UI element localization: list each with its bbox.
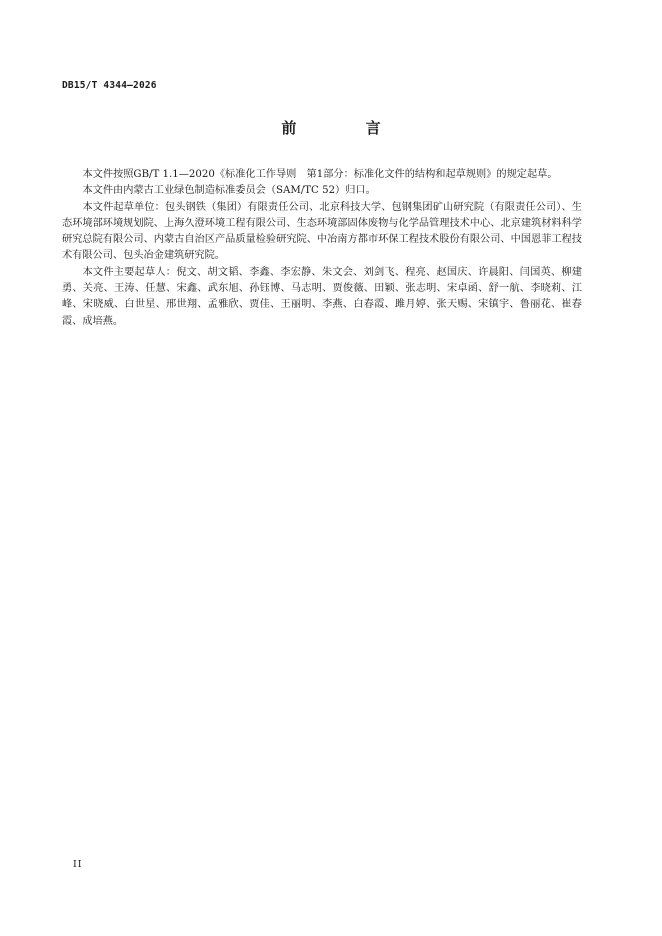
paragraph-committee: 本文件由内蒙古工业绿色制造标准委员会（SAM/TC 52）归口。 xyxy=(82,185,376,197)
page-number: II xyxy=(73,859,83,870)
document-code: DB15/T 4344—2026 xyxy=(62,80,157,91)
document-body xyxy=(62,167,582,330)
paragraph-drafters: 本文件主要起草人：倪文、胡文韬、李鑫、李宏静、朱文会、刘剑飞、程亮、赵国庆、许晨阳、闫国英、柳建勇、关亮、王涛、任慧、宋鑫、武东旭、孙钰博、马志明、贾俊薇、田颖、张志明、宋卓函、舒一航、李晓莉、江峰、宋晓威、白世星、邢世翔、孟雅欣、贾佳、王丽明、李燕、白春霞、雎月婷、张天赐、宋镇宇、鲁丽花、崔春霞、成培燕。 xyxy=(62,266,582,327)
paragraph-drafting-rules: 本文件按照GB/T 1.1—2020《标准化工作导则 第1部分：标准化文件的结构和起草规则》的规定起草。 xyxy=(82,169,558,180)
page-title: 前 言 xyxy=(281,119,413,137)
paragraph-drafting-units: 本文件起草单位：包头钢铁（集团）有限责任公司、北京科技大学、包钢集团矿山研究院（有限责任公司）、生态环境部环境规划院、上海久澄环境工程有限公司、生态环境部固体废物与化学品管理技术中心、北京建筑材料科学研究总院有限公司、内蒙古自治区产品质量检验研究院、中冶南方都市环保工程技术股份有限公司、中国恩菲工程技术有限公司、包头冶金建筑研究院。 xyxy=(62,201,582,262)
